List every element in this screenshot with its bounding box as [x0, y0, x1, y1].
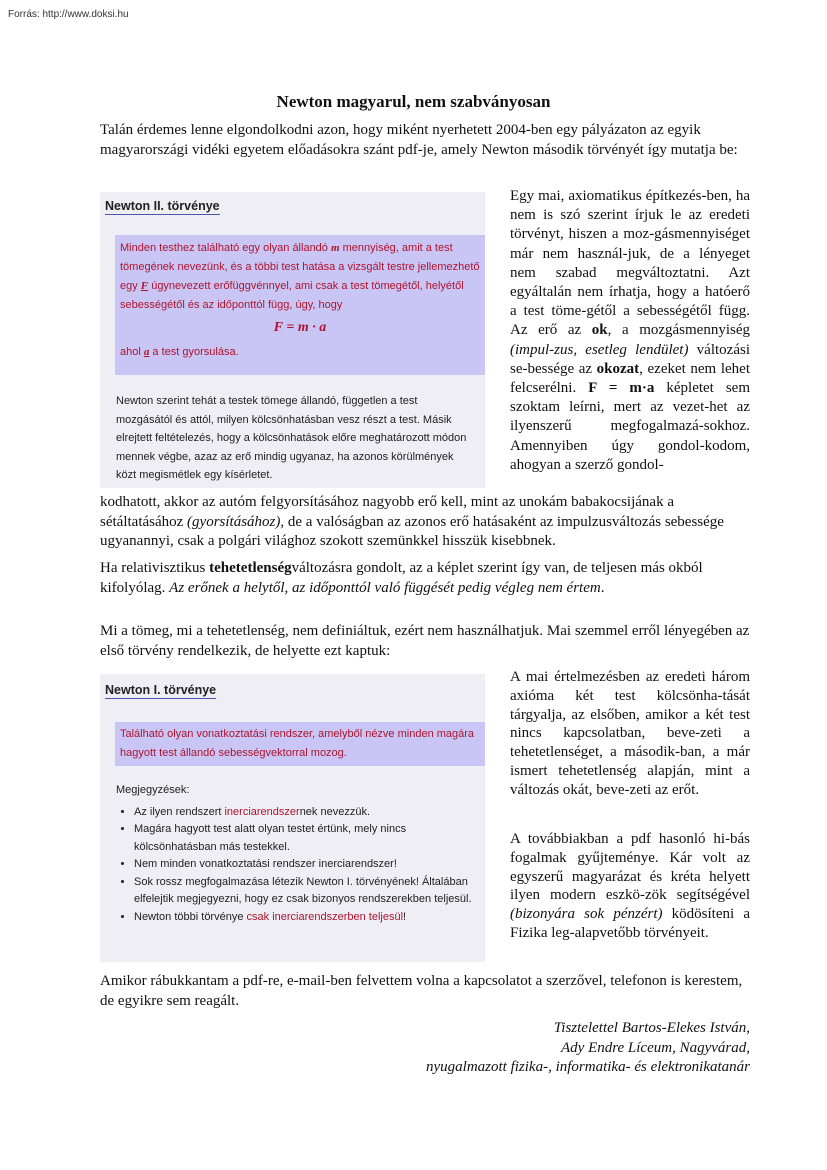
- bold-term: okozat: [596, 360, 640, 377]
- italic-sentence: Az erőnek a helytől, az időponttól való függését pedig végleg nem értem: [169, 579, 601, 596]
- newton-first-law-figure: [100, 674, 485, 962]
- list-item: • Nem minden vonatkoztatási rendszer inerciarendszer!: [134, 856, 476, 874]
- text: , a mozgásmennyiség: [607, 322, 750, 339]
- signature: [426, 1019, 750, 1078]
- text: Newton többi törvénye: [134, 911, 247, 924]
- panel-heading: Newton I. törvénye: [105, 683, 217, 697]
- acceleration-symbol: a: [143, 346, 150, 358]
- text: kodhatott, akkor az autóm felgyorsításához nagyobb erő kell, mint az unokám babakocsijának a sétáltatásához: [100, 494, 674, 530]
- text: ködösíteni a Fizika leg-alapvetőbb törvényeit.: [510, 906, 750, 941]
- mass-paragraph: Mi a tömeg, mi a tehetetlenség, nem definiáltuk, ezért nem használhatjuk. Mai szemmel erről lényegében az első törvény rendelkezik, de helyette ezt kaptuk:: [100, 623, 750, 659]
- text: Egy mai, axiomatikus építkezés-ben, ha nem is szó szerint írjuk le az eredeti törvényt, hiszen a moz-gásmennyiséget már nem használ-juk, de a lényeget nem szabad megváltoztatni. Azt egyáltalán nem írhatja, hogy a hatóerő a test töme-gétől a sebességétől függ. Az erő az: [510, 188, 750, 339]
- panel-heading: Newton II. törvénye: [105, 199, 220, 213]
- panel-explanation: Newton szerint tehát a testek tömege állandó, független a test mozgásától és attól, milyen kölcsönhatásban vesz részt a test. Másik elrejtett feltételezés, hogy a kölcsönhatások előre meghatározott módon mennek végbe, azaz az erő mindig ugyanaz, ha azonos körülmények közt megismétlek egy kísérletet.: [116, 395, 467, 481]
- right-column-text-3: [510, 830, 750, 943]
- definition-text: Minden testhez található egy olyan állandó: [120, 242, 331, 254]
- notes-list: [116, 804, 476, 927]
- signature-name: Tisztelettel Bartos-Elekes István,: [553, 1020, 750, 1036]
- source-url: Forrás: http://www.doksi.hu: [8, 9, 129, 20]
- relativistic-paragraph: [100, 559, 750, 598]
- italic-term: (bizonyára sok pénzért): [510, 906, 663, 923]
- notes: [116, 781, 476, 927]
- bold-term: ok: [591, 322, 608, 339]
- italic-term: (impul-zus, esetleg lendület): [510, 341, 689, 358]
- newton-second-law-figure: [100, 192, 485, 488]
- highlight-term: csak inerciarendszerben teljesül: [246, 911, 404, 924]
- accel-text: a test gyorsulása.: [149, 346, 239, 358]
- text: nek nevezzük.: [299, 805, 371, 818]
- formula: F = m · a: [273, 320, 327, 335]
- definition-text: mennyiség, amit a test tömegének nevezünk, és a többi test hatása a vizsgált testre jellemezhető egy: [120, 242, 480, 292]
- acceleration-note: [120, 343, 480, 362]
- right-column-text-2: A mai értelmezésben az eredeti három axióma két test kölcsönha-tását tárgyalja, az elsőben, amikor a két test nincs kapcsolatban, beve-zeti a tehetetlenséget, a második-ban, a már ismert tehetetlenség alapján, mint a változás okát, beve-zeti az erőt.: [510, 669, 750, 798]
- list-item: [134, 804, 476, 822]
- list-item: • Sok rossz megfogalmazása létezik Newton I. törvényének! Általában elfelejtik megjegyezni, hogy ez csak bizonyos rendszerekben teljesül.: [134, 874, 476, 909]
- closing-paragraph: Amikor rábukkantam a pdf-re, e-mail-ben felvettem volna a kapcsolatot a szerzővel, telefonon is kerestem, de egyikre sem reagált.: [100, 973, 743, 1009]
- text: változásra gondolt, az a képlet szerint így van, de teljesen más okból kifolyólag.: [100, 560, 703, 596]
- signature-title: nyugalmazott fizika-, informatika- és elektronikatanár: [426, 1059, 750, 1075]
- definition-box: Található olyan vonatkoztatási rendszer, amelyből nézve minden magára hagyott test állandó sebességvektorral mozog.: [115, 722, 485, 766]
- text: .: [600, 579, 605, 596]
- text: Az ilyen rendszert: [134, 805, 225, 818]
- notes-title: Megjegyzések:: [116, 784, 190, 796]
- intro-paragraph: Talán érdemes lenne elgondolkodni azon, hogy miként nyerhetett 2004-ben egy pályázaton az egyik magyarországi vidéki egyetem előadásokra szánt pdf-je, amely Newton második törvényét így mutatja be:: [100, 122, 738, 158]
- definition-box: [115, 235, 485, 375]
- list-item: • Magára hagyott test alatt olyan testet értünk, mely nincs kölcsönhatásban más testekkel.: [134, 821, 476, 856]
- highlight-term: inerciarendszer: [224, 805, 300, 818]
- bold-term: tehetetlenség: [209, 560, 292, 576]
- page-title: Newton magyarul, nem szabványosan: [276, 92, 551, 111]
- continuation-paragraph: [100, 493, 750, 552]
- mass-symbol: m: [330, 242, 340, 254]
- text: !: [403, 911, 407, 924]
- text: A továbbiakban a pdf hasonló hi-bás fogalmak gyűjteménye. Kár volt az egyszerű magyarázat és kréta helyett ilyen modern eszkö-zök segítségével: [510, 831, 750, 904]
- list-item: [134, 909, 476, 927]
- right-column-text-1: [510, 187, 750, 475]
- signature-school: Ady Endre Líceum, Nagyvárad,: [561, 1039, 750, 1056]
- italic-term: (gyorsításához): [187, 513, 281, 530]
- force-symbol: F: [140, 280, 149, 292]
- text: , ezeket nem lehet felcserélni.: [510, 360, 750, 397]
- text: Ha relativisztikus: [100, 560, 210, 576]
- text: , de a valóságban az azonos erő hatásaként az impulzusváltozás sebessége ugyanannyi, csak a polgári világhoz szokott szemünkkel hisszük kisebbnek.: [100, 513, 724, 549]
- definition-text: úgynevezett erőfüggvénnyel, ami csak a test tömegétől, helyétől sebességétől és az időponttól függ, úgy, hogy: [120, 280, 464, 311]
- text: változási se-bessége az: [510, 341, 750, 377]
- bold-formula: F = m·a: [588, 380, 655, 397]
- accel-text: ahol: [120, 346, 144, 358]
- text: képletet sem szoktam leírni, mert az vezet-het az ilyenszerű megfogalmazá-sokhoz. Amennyiben úgy gondol-kodom, ahogyan a szerző gondol-: [510, 380, 751, 473]
